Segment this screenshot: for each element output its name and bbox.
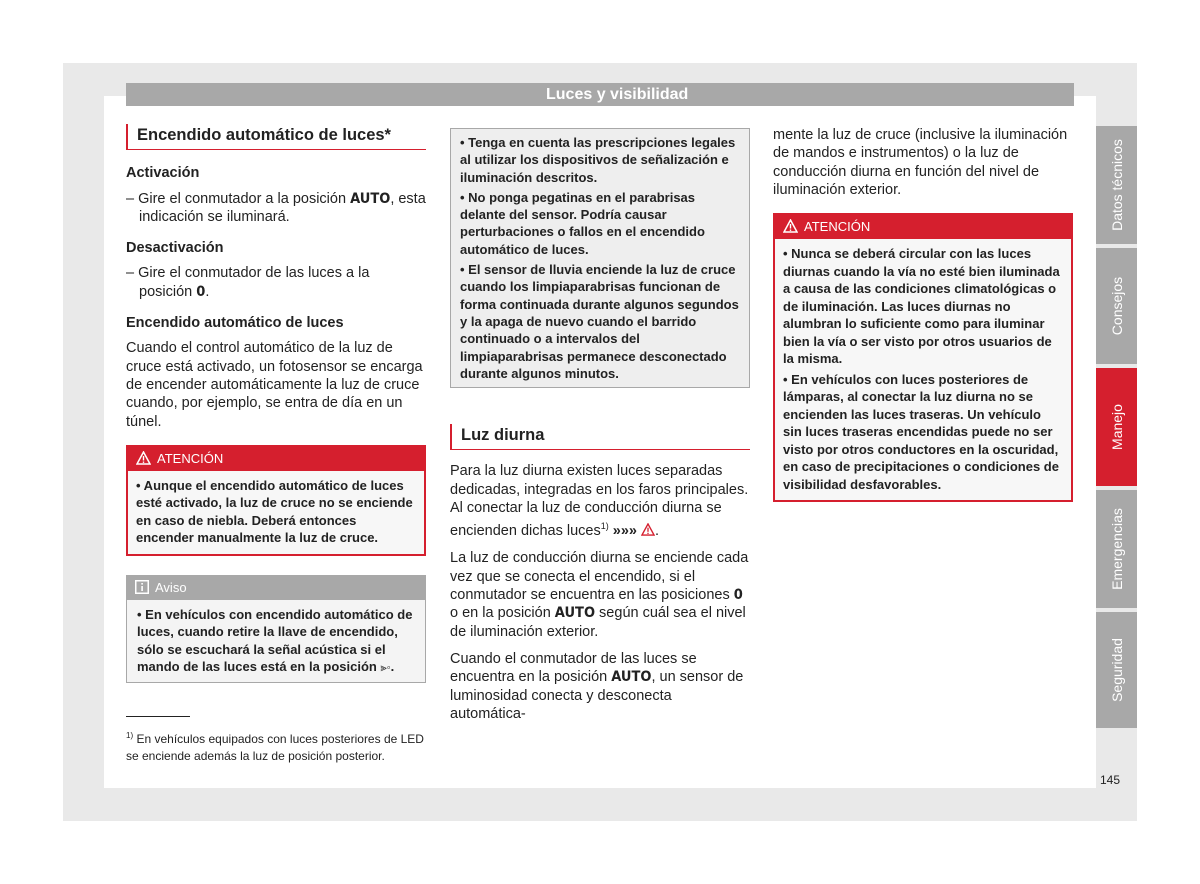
footnote-rule [126, 716, 190, 717]
warning-item: • En vehículos con luces posteriores de lámparas, al conectar la luz diurna no se encienden las luces traseras. Un vehículo sin luces traseras encendidas puede no ser visto por otros conductores en la oscuridad, en caso de precipitaciones o condiciones de visibilidad desfavorables. [783, 371, 1059, 492]
warning-box-fog [126, 445, 426, 556]
daytime-para-2: La luz de conducción diurna se enciende cada vez que se conecta el encendido, si el conmutador se encuentra en las posiciones 0 o en la posición AUTO según cuál sea el nivel de iluminación exterior. [450, 550, 749, 640]
continue-arrows-icon: »»» [612, 523, 637, 540]
column-1 [126, 124, 426, 683]
chapter-header-bar [126, 83, 1074, 106]
desactivacion-heading: Desactivación [126, 240, 224, 257]
warning-ref-icon [641, 523, 655, 536]
side-tab-seguridad[interactable]: Seguridad [1096, 612, 1137, 728]
note-item: • No ponga pegatinas en el parabrisas delante del sensor. Podría causar perturbaciones o fallos en el encendido automático de luces. [460, 189, 705, 257]
aviso-header [127, 576, 425, 600]
warning-triangle-icon [783, 219, 798, 233]
aviso-title: Aviso [155, 579, 187, 595]
side-tab-consejos[interactable]: Consejos [1096, 248, 1137, 364]
zero-symbol: 0 [196, 283, 206, 300]
info-icon [135, 580, 149, 594]
warning-text: • Aunque el encendido automático de luces esté activado, la luz de cruce no se enciende en caso de niebla. Deberá entonces encender manualmente la luz de cruce. [136, 477, 413, 546]
notes-box [450, 128, 750, 388]
encendido-text: Cuando el control automático de la luz de cruce está activado, un fotosensor se encarga de encender automáticamente la luz de cruce cuando, por ejemplo, se entra de día en un túnel. [126, 340, 423, 430]
warning-header [128, 447, 424, 471]
footnote-ref: 1) [600, 521, 609, 532]
continuation-text: mente la luz de cruce (inclusive la iluminación de mandos e instrumentos) o la luz de conducción diurna en función del nivel de iluminación exterior. [773, 127, 1068, 198]
section-title-auto-lights: Encendido automático de luces* [126, 124, 426, 150]
column-3 [773, 126, 1073, 502]
activacion-text: – Gire el conmutador a la posición AUTO, esta indicación se iluminará. [126, 190, 426, 225]
side-tab-datos-tecnicos[interactable]: Datos técnicos [1096, 126, 1137, 244]
aviso-box [126, 575, 426, 683]
side-tab-emergencias[interactable]: Emergencias [1096, 490, 1137, 608]
side-tab-manejo[interactable]: Manejo [1096, 368, 1137, 486]
warning-item: • Nunca se deberá circular con las luces diurnas cuando la vía no esté bien iluminada a causa de las condiciones climatológicas o de iluminación. Las luces diurnas no alumbran lo suficiente como para iluminar bien la vía o ser visto por otros usuarios de la misma. [783, 246, 1060, 367]
warning-box-daytime [773, 213, 1073, 502]
column-2 [450, 128, 750, 723]
page-number: 145 [1100, 773, 1121, 787]
warning-triangle-icon [136, 451, 151, 465]
daytime-para-3: Cuando el conmutador de las luces se encuentra en la posición AUTO, un sensor de luminosidad conecta y desconecta automática- [450, 650, 744, 722]
section-title-daytime-lights: Luz diurna [450, 424, 750, 450]
encendido-heading: Encendido automático de luces [126, 315, 344, 332]
note-item: • El sensor de lluvia enciende la luz de cruce cuando los limpiaparabrisas funcionan de forma continuada durante algunos segundos y la apaga de nuevo cuando el barrido continuado o a intervalos del limpiaparabrisas permanece desconectado durante algunos minutos. [460, 262, 739, 381]
activacion-heading: Activación [126, 165, 200, 182]
warning-header [775, 215, 1071, 239]
daytime-para-1: Para la luz diurna existen luces separadas dedicadas, integradas en los faros principales. Al conectar la luz de conducción diurna se encienden dichas luces$^{1)}$ »»» . [450, 463, 749, 540]
note-item: • Tenga en cuenta las prescripciones legales al utilizar los dispositivos de señalización e iluminación descritos. [460, 135, 736, 185]
parking-light-symbol: ⫸◦ [380, 662, 391, 675]
aviso-text: • En vehículos con encendido automático de luces, cuando retire la llave de encendido, sólo se escuchará la señal acústica si el mando de las luces está en la posición ⫸◦. [137, 606, 413, 675]
warning-title: ATENCIÓN [157, 450, 224, 466]
desactivacion-text: – Gire el conmutador de las luces a la posición 0. [126, 265, 370, 300]
footnote: $^{1)}$ En vehículos equipados con luces posteriores de LED se enciende además la luz de posición posterior. [126, 731, 424, 763]
warning-title: ATENCIÓN [804, 219, 871, 235]
auto-symbol: AUTO [350, 190, 391, 207]
chapter-title: Luces y visibilidad [546, 86, 689, 103]
